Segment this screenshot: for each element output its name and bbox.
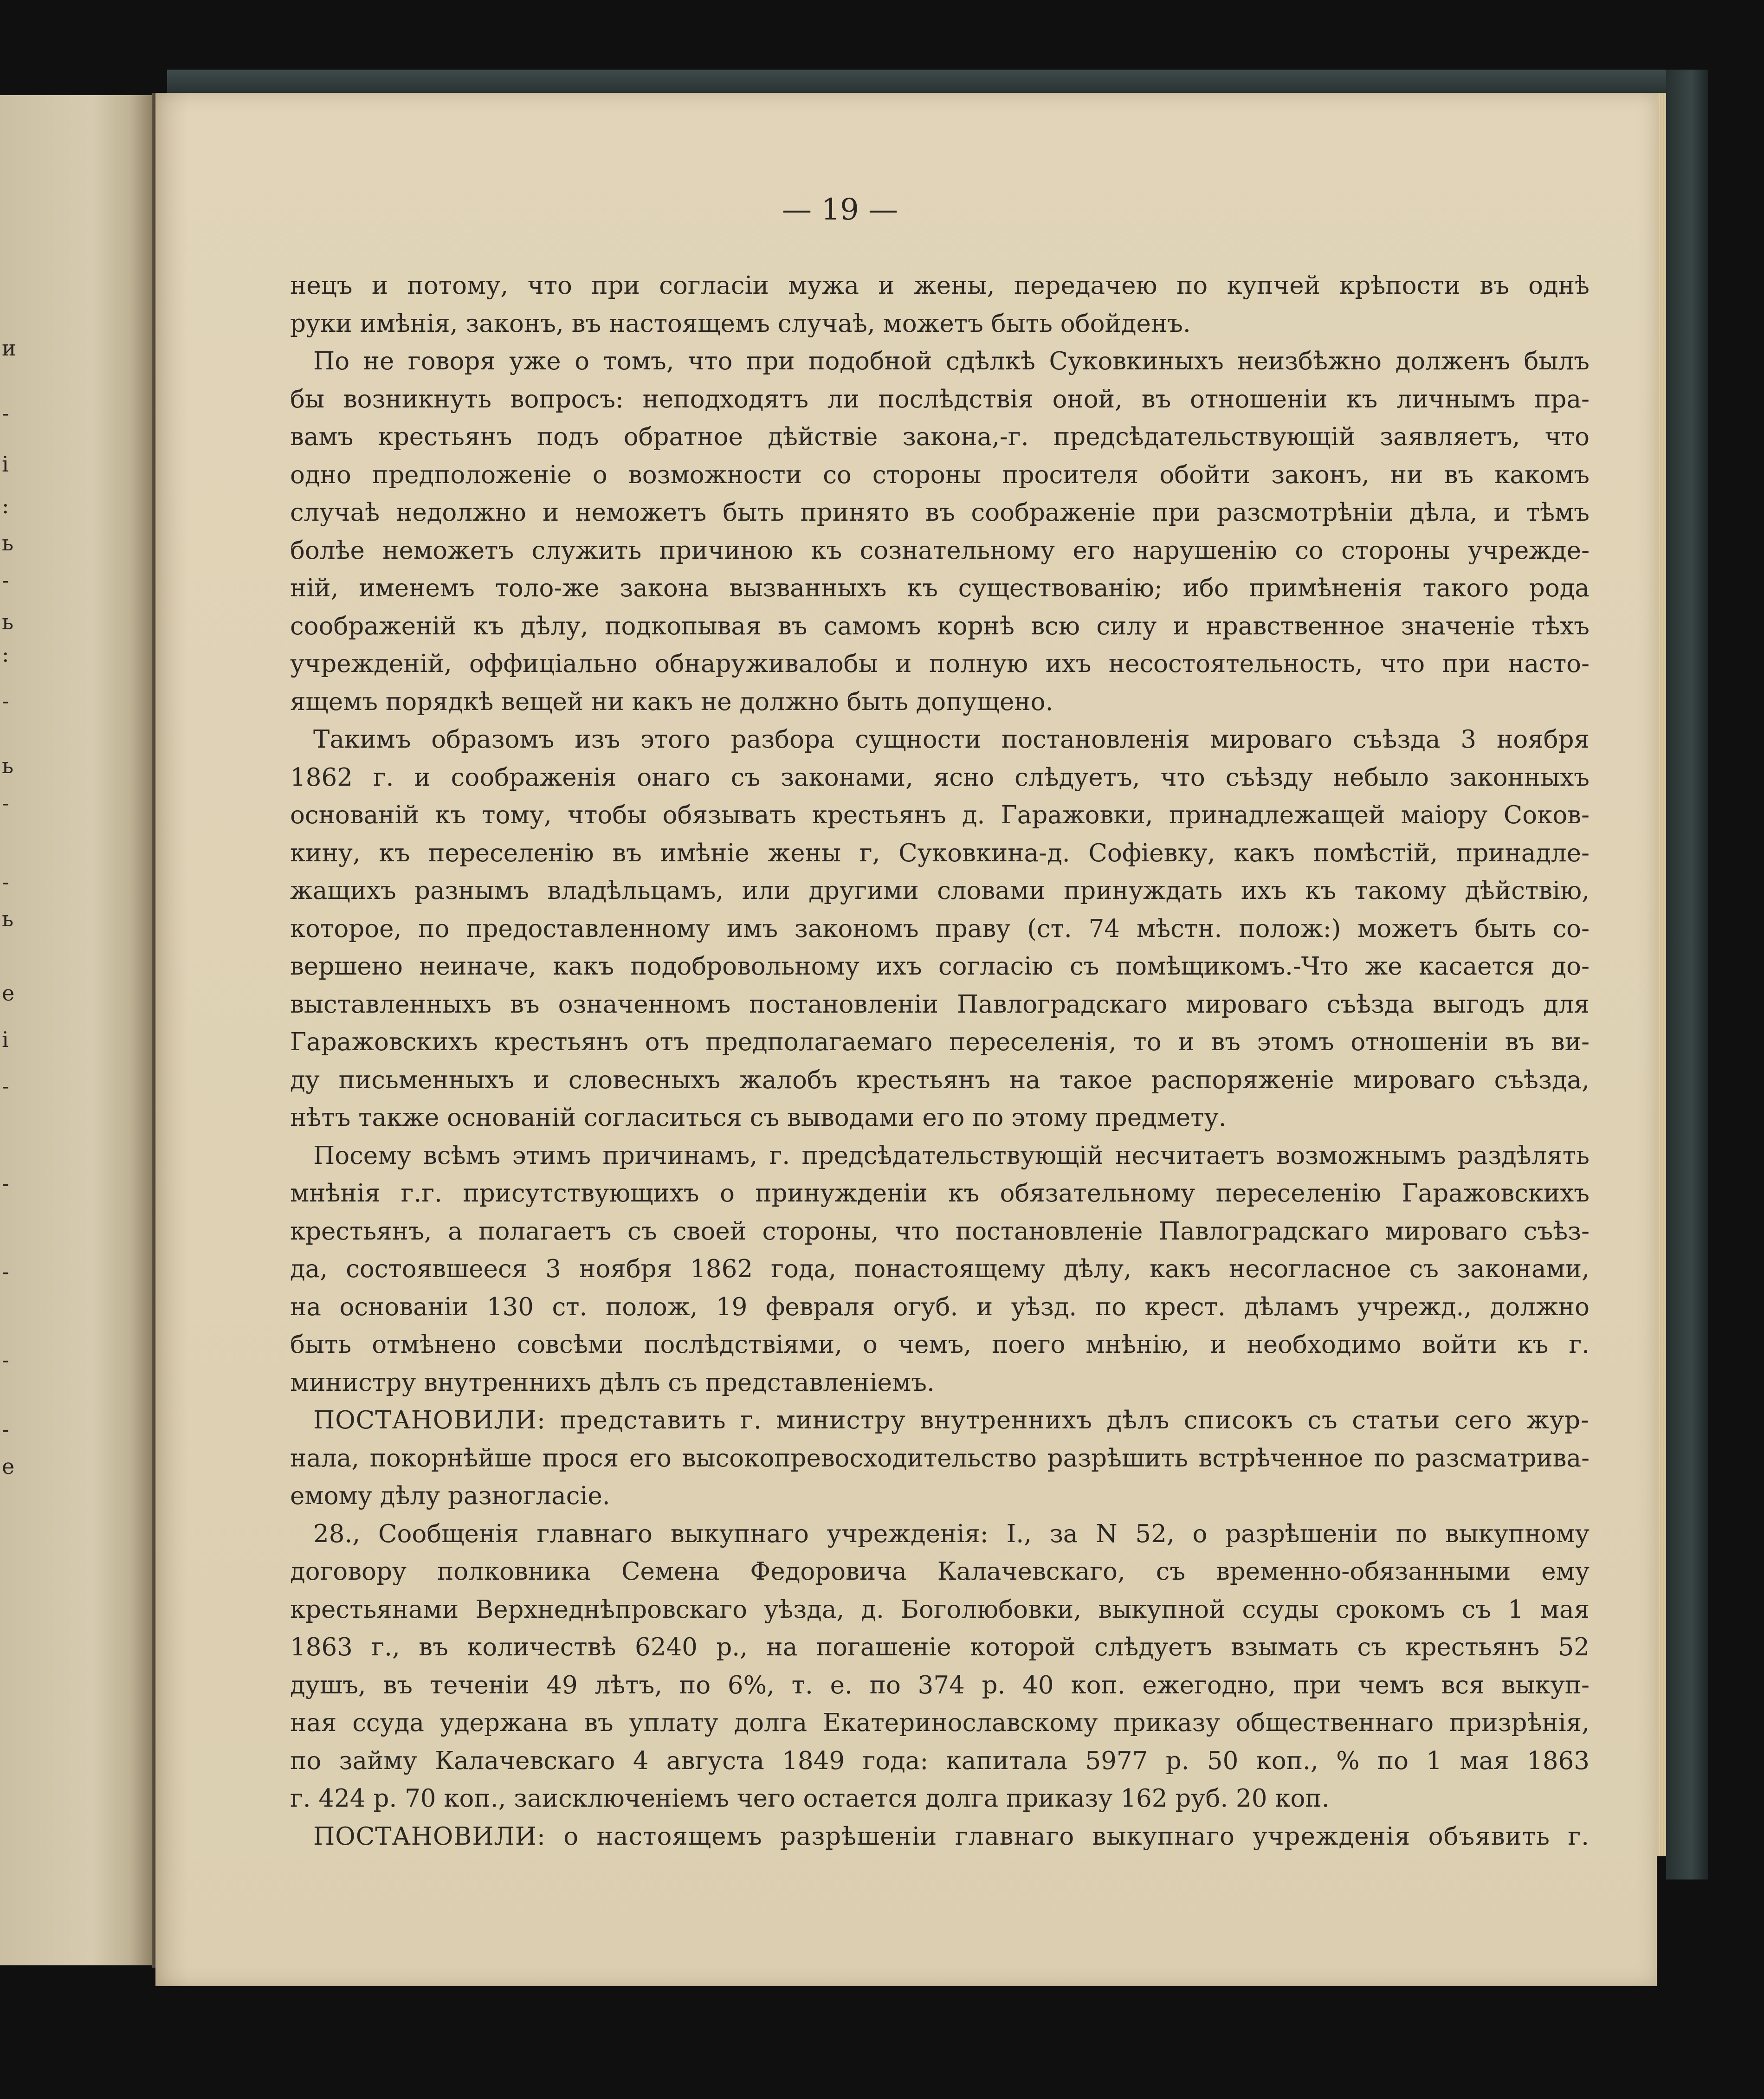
body-text: [290, 267, 1590, 1855]
left-margin-char: e: [2, 981, 15, 1006]
text-line: 1863 г., въ количествѣ 6240 р., на погашеніе которой слѣдуетъ взымать съ крестьянъ 52: [290, 1633, 1590, 1661]
text-line: на основаніи 130 ст. полож, 19 февраля огуб. и уѣзд. по крест. дѣламъ учрежд., должно: [290, 1292, 1590, 1321]
left-margin-char: -: [2, 688, 9, 713]
text-line: соображеній къ дѣлу, подкопывая въ самомъ корнѣ всю силу и нравственное значеніе тѣхъ: [290, 612, 1590, 640]
text-line: одно предположеніе о возможности со стороны просителя обойти законъ, ни въ какомъ: [290, 460, 1590, 489]
left-margin-char: -: [2, 1073, 9, 1098]
left-margin-char: -: [2, 1171, 9, 1196]
text-line: кину, къ переселенію въ имѣніе жены г, Суковкина-д. Софіевку, какъ помѣстій, принадле-: [290, 839, 1590, 867]
text-line: учрежденій, оффиціально обнаруживалобы и полную ихъ несостоятельность, что при насто-: [290, 650, 1590, 678]
text-line: руки имѣнія, законъ, въ настоящемъ случаѣ, можетъ быть обойденъ.: [290, 309, 1191, 338]
text-line: По не говоря уже о томъ, что при подобной сдѣлкѣ Суковкиныхъ неизбѣжно долженъ былъ: [313, 347, 1590, 375]
text-line: 1862 г. и соображенія онаго съ законами, ясно слѣдуетъ, что съѣзду небыло законныхъ: [290, 763, 1590, 792]
left-margin-char: :: [2, 642, 9, 667]
text-line: Гаражовскихъ крестьянъ отъ предполагаемаго переселенія, то и въ этомъ отношеніи въ ви-: [290, 1028, 1590, 1056]
left-page: [0, 95, 153, 1965]
text-line: договору полковника Семена Федоровича Калачевскаго, съ временно-обязанными ему: [290, 1557, 1590, 1586]
text-line: ящемъ порядкѣ вещей ни какъ не должно быть допущено.: [290, 687, 1053, 716]
text-line: выставленныхъ въ означенномъ постановленіи Павлоградскаго мироваго съѣзда выгодъ для: [290, 990, 1590, 1019]
text-line: быть отмѣнено совсѣми послѣдствіями, о чемъ, поего мнѣнію, и необходимо войти къ г.: [290, 1330, 1590, 1359]
left-margin-char: :: [2, 493, 9, 518]
left-margin-char: ь: [2, 609, 14, 634]
left-margin-char: -: [2, 869, 9, 894]
left-margin-char: e: [2, 1454, 15, 1479]
text-line: крестьянами Верхнеднѣпровскаго уѣзда, д. Боголюбовки, выкупной ссуды срокомъ съ 1 мая: [290, 1595, 1590, 1624]
text-line: емому дѣлу разногласіе.: [290, 1482, 610, 1510]
left-margin-char: ь: [2, 530, 14, 555]
left-margin-char: и: [2, 336, 16, 361]
text-line: г. 424 р. 70 коп., заисключеніемъ чего остается долга приказу 162 руб. 20 коп.: [290, 1784, 1330, 1813]
left-margin-char: -: [2, 1417, 9, 1442]
text-line: нецъ и потому, что при согласіи мужа и жены, передачею по купчей крѣпости въ однѣ: [290, 271, 1590, 300]
left-margin-char: і: [2, 1027, 9, 1052]
left-margin-char: і: [2, 452, 9, 477]
text-line: нала, покорнѣйше прося его высокопревосходительство разрѣшить встрѣченное по разсматрива-: [290, 1444, 1590, 1473]
text-line: душъ, въ теченіи 49 лѣтъ, по 6%, т. е. по 374 р. 40 коп. ежегодно, при чемъ вся выкуп-: [290, 1671, 1590, 1699]
left-margin-char: ь: [2, 906, 14, 931]
text-line: бы возникнуть вопросъ: неподходятъ ли послѣдствія оной, въ отношеніи къ личнымъ пра-: [290, 385, 1590, 413]
text-line: ду письменныхъ и словесныхъ жалобъ крестьянъ на такое распоряженіе мироваго съѣзда,: [290, 1066, 1590, 1094]
text-line: да, состоявшееся 3 ноября 1862 года, понастоящему дѣлу, какъ несогласное съ законами,: [290, 1255, 1590, 1283]
text-line: ній, именемъ толо-же закона вызванныхъ къ существованію; ибо примѣненія такого рода: [290, 574, 1590, 602]
left-margin-char: -: [2, 1259, 9, 1284]
text-line: ПОСТАНОВИЛИ: о настоящемъ разрѣшеніи главнаго выкупнаго учрежденія объявить г.: [313, 1822, 1590, 1851]
left-margin-char: ь: [2, 753, 14, 778]
text-line: вершено неиначе, какъ подобровольному ихъ согласію съ помѣщикомъ.-Что же касается до-: [290, 952, 1590, 981]
text-line: министру внутреннихъ дѣлъ съ представленіемъ.: [290, 1368, 935, 1397]
text-line: крестьянъ, а полагаетъ съ своей стороны, что постановленіе Павлоградскаго мироваго съѣз-: [290, 1217, 1590, 1246]
text-line: Посему всѣмъ этимъ причинамъ, г. предсѣдательствующій несчитаетъ возможнымъ раздѣлять: [313, 1141, 1590, 1170]
text-line: болѣе неможетъ служить причиною къ сознательному его нарушенію со стороны учрежде-: [290, 536, 1590, 565]
left-margin-char: -: [2, 790, 9, 815]
text-line: 28., Сообщенія главнаго выкупнаго учрежденія: I., за N 52, о разрѣшеніи по выкупному: [313, 1519, 1590, 1548]
text-line: которое, по предоставленному имъ закономъ праву (ст. 74 мѣстн. полож:) можетъ быть со-: [290, 914, 1590, 943]
text-line: жащихъ разнымъ владѣльцамъ, или другими словами принуждать ихъ къ такому дѣйствію,: [290, 877, 1590, 905]
page-number-text: — 19 —: [782, 193, 898, 227]
book-cover-right-edge: [1666, 70, 1708, 1879]
text-line: Такимъ образомъ изъ этого разбора сущности постановленія мироваго съѣзда 3 ноября: [313, 725, 1590, 754]
text-line: основаній къ тому, чтобы обязывать крестьянъ д. Гаражовки, принадлежащей маіору Соков-: [290, 801, 1590, 829]
text-line: по займу Калачевскаго 4 августа 1849 года: капитала 5977 р. 50 коп., % по 1 мая 1863: [290, 1746, 1590, 1775]
left-margin-char: -: [2, 568, 9, 593]
left-margin-char: -: [2, 400, 9, 426]
text-line: мнѣнія г.г. присутствующихъ о принужденіи къ обязательному переселенію Гаражовскихъ: [290, 1179, 1590, 1208]
text-line: случаѣ недолжно и неможетъ быть принято въ соображеніе при разсмотрѣніи дѣла, и тѣмъ: [290, 498, 1590, 527]
text-line: нѣтъ также основаній согласиться съ выводами его по этому предмету.: [290, 1104, 1227, 1132]
text-line: ПОСТАНОВИЛИ: представить г. министру внутреннихъ дѣлъ списокъ съ статьи сего жур-: [313, 1406, 1590, 1434]
text-line: вамъ крестьянъ подъ обратное дѣйствіе закона,-г. предсѣдательствующій заявляетъ, что: [290, 423, 1590, 451]
text-line: ная ссуда удержана въ уплату долга Екатеринославскому приказу общественнаго призрѣнія,: [290, 1709, 1590, 1737]
right-page: [155, 93, 1657, 1986]
left-margin-char: -: [2, 1347, 9, 1372]
